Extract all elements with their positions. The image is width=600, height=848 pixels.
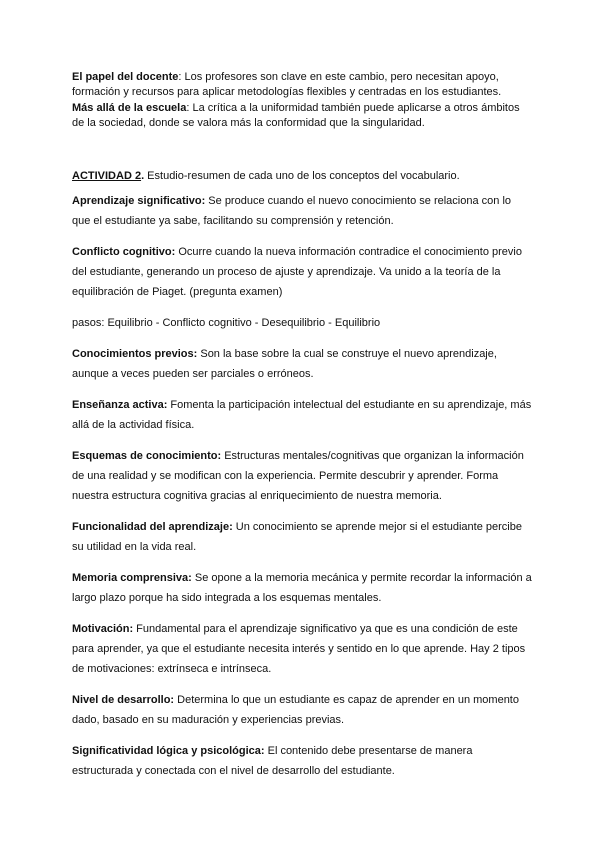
- term-funcionalidad-del-aprendizaje: [72, 517, 532, 557]
- intro-paragraph-beyond-school: [72, 101, 532, 131]
- term-title: Conocimientos previos:: [72, 348, 198, 360]
- term-title: Esquemas de conocimiento:: [72, 450, 222, 462]
- intro-section: [72, 70, 532, 131]
- term-title: Memoria comprensiva:: [72, 572, 192, 584]
- term-definition: Estructuras mentales/cognitivas que organizan la información de una realidad y se modifican con la experiencia. Permite descubrir y aprender. Forma nuestra estructura cognitiva gracias al enriquecimiento de nuestra memoria.: [72, 450, 524, 502]
- term-title: Nivel de desarrollo:: [72, 694, 175, 706]
- intro-paragraph-teacher-role: [72, 70, 532, 100]
- intro-title: Más allá de la escuela: [72, 102, 187, 114]
- term-pasos-note: [72, 313, 532, 333]
- term-title: Motivación:: [72, 623, 134, 635]
- term-motivacion: [72, 619, 532, 679]
- term-definition: Se produce cuando el nuevo conocimiento se relaciona con lo que el estudiante ya sabe, facilitando su comprensión y retención.: [72, 195, 512, 227]
- term-nivel-de-desarrollo: [72, 690, 532, 730]
- activity-label: ACTIVIDAD 2: [72, 170, 142, 182]
- document-page: [72, 70, 532, 781]
- term-memoria-comprensiva: [72, 568, 532, 608]
- term-definition: Son la base sobre la cual se construye el nuevo aprendizaje, aunque a veces pueden ser parciales o erróneos.: [72, 348, 497, 380]
- term-definition: Un conocimiento se aprende mejor si el estudiante percibe su utilidad en la vida real.: [72, 521, 522, 553]
- term-definition: Determina lo que un estudiante es capaz de aprender en un momento dado, basado en su maduración y experiencias previas.: [72, 694, 519, 726]
- term-conocimientos-previos: [72, 344, 532, 384]
- term-title: Conflicto cognitivo:: [72, 246, 176, 258]
- intro-text: : La crítica a la uniformidad también puede aplicarse a otros ámbitos de la sociedad, donde se valora más la conformidad que la singularidad.: [72, 102, 520, 129]
- activity-label-dot: .: [141, 170, 145, 182]
- term-title: Aprendizaje significativo:: [72, 195, 206, 207]
- activity-heading: [72, 169, 532, 184]
- term-title: Funcionalidad del aprendizaje:: [72, 521, 233, 533]
- term-title: Enseñanza activa:: [72, 399, 168, 411]
- term-ensenanza-activa: [72, 395, 532, 435]
- term-definition: El contenido debe presentarse de manera estructurada y conectada con el nivel de desarrollo del estudiante.: [72, 745, 473, 777]
- term-definition: pasos: Equilibrio - Conflicto cognitivo - Desequilibrio - Equilibrio: [72, 317, 381, 329]
- term-conflicto-cognitivo: [72, 242, 532, 302]
- term-esquemas-de-conocimiento: [72, 446, 532, 506]
- term-definition: Fomenta la participación intelectual del estudiante en su aprendizaje, más allá de la actividad física.: [72, 399, 532, 431]
- term-title: Significatividad lógica y psicológica:: [72, 745, 265, 757]
- term-definition: Ocurre cuando la nueva información contradice el conocimiento previo del estudiante, generando un proceso de ajuste y aprendizaje. Va unido a la teoría de la equilibración de Piaget. (pregunta examen): [72, 246, 522, 298]
- intro-text: : Los profesores son clave en este cambio, pero necesitan apoyo, formación y recursos para aplicar metodologías flexibles y centradas en los estudiantes.: [72, 71, 502, 98]
- term-definition: Se opone a la memoria mecánica y permite recordar la información a largo plazo porque ha sido integrada a los esquemas mentales.: [72, 572, 532, 604]
- term-definition: Fundamental para el aprendizaje significativo ya que es una condición de este para aprender, ya que el estudiante necesita interés y sentido en lo que aprende. Hay 2 tipos de motivaciones: extrínseca e intrínseca.: [72, 623, 526, 675]
- activity-description: Estudio-resumen de cada uno de los conceptos del vocabulario.: [144, 170, 460, 182]
- term-significatividad-logica-y-psicologica: [72, 741, 532, 781]
- term-aprendizaje-significativo: [72, 191, 532, 231]
- intro-title: El papel del docente: [72, 71, 179, 83]
